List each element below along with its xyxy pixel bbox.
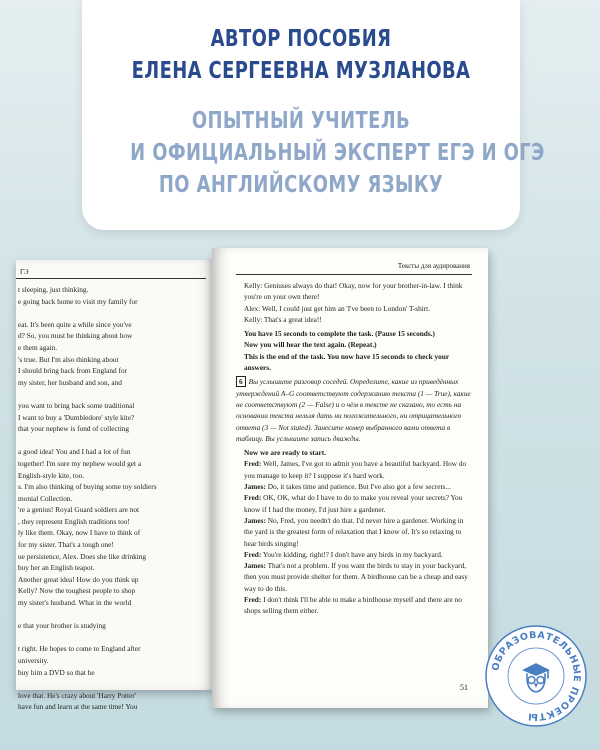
right-page-header: Тексты для аудирования xyxy=(397,262,470,270)
dialogue-line xyxy=(236,492,472,515)
left-page-line: my sister's husband. What in the world xyxy=(18,598,132,608)
left-page-line: ue persistence, Alex. Does she like drinking xyxy=(18,551,147,561)
left-page-line: buy him a DVD so that he xyxy=(18,667,95,677)
left-page-line: 's true. But I'm also thinking about xyxy=(18,354,119,364)
left-page-line: I should bring back from England for xyxy=(18,366,128,376)
left-page-line: t sleeping, just thinking. xyxy=(18,285,89,294)
left-page-line: eat. It's been quite a while since you've xyxy=(18,319,132,329)
author-credential-1: ОПЫТНЫЙ УЧИТЕЛЬ xyxy=(191,108,411,134)
speaker-name: Fred: xyxy=(244,493,262,503)
left-page-text xyxy=(18,284,196,713)
left-page-line xyxy=(18,609,196,621)
left-page-line xyxy=(18,632,196,644)
left-page-line: you want to bring back some traditional xyxy=(18,400,135,410)
instruction-line: You have 15 seconds to complete the task. (Pause 15 seconds.) xyxy=(244,329,435,339)
dialogue-line: Alex: Well, I could just get him an 'I've been to London' T-shirt. xyxy=(244,303,431,313)
left-page-header: ГЭ xyxy=(20,268,29,276)
ready-line: Now we are ready to start. xyxy=(244,448,327,458)
left-page-rule xyxy=(16,278,206,279)
author-label: АВТОР ПОСОБИЯ xyxy=(210,26,392,52)
dialogue-line xyxy=(236,458,472,481)
left-page-line xyxy=(18,388,196,400)
speaker-text: OK, OK, what do I have to do to make you reveal your secrets? You know if I had the money, I'd just hire a gardener. xyxy=(244,493,463,514)
left-page-line: Kelly? Now the toughest people to shop xyxy=(18,586,136,596)
left-page-line: my sister, her husband and son, and xyxy=(18,377,122,387)
speaker-name: James: xyxy=(244,482,266,492)
left-page-line: together! I'm sure my nephew would get a xyxy=(18,458,142,468)
left-page-line: e them again. xyxy=(18,342,58,352)
left-page-line: ly like them. Okay, now I have to think of xyxy=(18,528,141,538)
dialogue-line xyxy=(236,481,472,492)
speaker-name: James: xyxy=(244,515,266,525)
dialogue-line: Kelly: That's a great idea!! xyxy=(244,314,322,324)
dialogue-block xyxy=(236,458,472,616)
task-number: 6 xyxy=(236,376,246,387)
speaker-text: I don't think I'll be able to make a birdhouse myself and there are no shops selling them either. xyxy=(244,595,462,616)
speaker-text: Do, it takes time and patience. But I've also got a few secrets... xyxy=(265,482,451,492)
speaker-text: You're kidding, right!? I don't have any birds in my backyard. xyxy=(261,549,443,559)
left-page-line: English-style kite, too. xyxy=(18,470,85,480)
author-banner xyxy=(82,0,545,230)
left-page-line: a good idea! You and I had a lot of fun xyxy=(18,447,131,457)
left-page-line: that your nephew is fond of collecting xyxy=(18,424,130,434)
left-page-line: I want to buy a 'Dumbledore' style kite? xyxy=(18,412,135,422)
speaker-name: Fred: xyxy=(244,595,262,605)
left-page-line: , they represent English traditions too! xyxy=(18,516,130,526)
dialogue-line xyxy=(236,549,472,560)
left-page-line: d? So, you must be thinking about how xyxy=(18,331,133,341)
author-name: ЕЛЕНА СЕРГЕЕВНА МУЗЛАНОВА xyxy=(131,58,471,84)
seal-text: ОБРАЗОВАТЕЛЬНЫЕ ПРОЕКТЫ xyxy=(490,629,583,723)
task-text: Вы услышите разговор соседей. Определите, какие из приведённых утверждений A–G соответствуют содержанию текста (1 — True), какие не соответствуют (2 — False) и о чём в тексте не сказано, то есть на основании текста нельзя дать ни положительного, ни отрицательного ответа (3 — Not stated). Занесите номер выбранного вами ответа в таблицу. Вы услышите запись дважды. xyxy=(236,377,471,443)
left-page-line: e going back home to visit my family for xyxy=(18,296,138,306)
dialogue-line xyxy=(236,560,472,594)
left-page-line: buy her an English teapot. xyxy=(18,563,95,573)
book-left-page xyxy=(16,260,216,712)
speaker-name: Fred: xyxy=(244,459,262,469)
left-page-line: t right. He hopes to come to England after xyxy=(18,644,141,654)
instruction-line: This is the end of the task. You now have 15 seconds to check your answers. xyxy=(244,351,449,373)
page-number: 51 xyxy=(460,683,468,692)
left-page-line: love that. He's crazy about 'Harry Potter' xyxy=(18,690,137,700)
dialogue-line xyxy=(236,594,472,617)
left-page-line: university. xyxy=(18,656,49,665)
speaker-text: That's not a problem. If you want the birds to stay in your backyard, then you must provide shelter for them. A birdhouse can be a cheap and easy way to do this. xyxy=(244,561,468,593)
right-page-rule xyxy=(236,274,472,275)
speaker-name: James: xyxy=(244,561,266,571)
open-book-photo xyxy=(16,248,488,712)
dialogue-line: Kelly: Geniuses always do that! Okay, now for your brother-in-law. I think you're on your own there! xyxy=(244,281,463,302)
right-page-text xyxy=(236,280,472,617)
instruction-line: Now you will hear the text again. (Repeat.) xyxy=(244,340,377,350)
left-page-line: 're a genius! Royal Guard soldiers are not xyxy=(18,505,140,515)
left-page-line: Another great idea! How do you think up xyxy=(18,574,139,584)
left-page-line: e that your brother is studying xyxy=(18,621,106,631)
left-page-line: have fun and learn at the same time! You xyxy=(18,702,138,712)
speaker-text: Well, James, I've got to admit you have a beautiful backyard. How do you manage to keep it? I suppose it's hard work. xyxy=(244,459,467,480)
publisher-seal xyxy=(484,624,588,728)
speaker-name: Fred: xyxy=(244,549,262,559)
task-instructions xyxy=(236,376,472,444)
left-page-line xyxy=(18,307,196,319)
book-right-page xyxy=(212,248,488,708)
left-page-line xyxy=(18,435,196,447)
left-page-line: s. I'm also thinking of buying some toy soldiers xyxy=(18,482,157,492)
speaker-text: No, Fred, you needn't do that. I'd never hire a gardener. Working in the yard is the greatest form of relaxation that I know of. It's so relaxing to hear birds singing! xyxy=(244,515,464,548)
author-credential-2: И ОФИЦИАЛЬНЫЙ ЭКСПЕРТ ЕГЭ И ОГЭ xyxy=(130,140,545,166)
left-page-line: for my sister. That's a tough one! xyxy=(18,540,114,550)
author-credential-3: ПО АНГЛИЙСКОМУ ЯЗЫКУ xyxy=(158,172,444,198)
left-page-line xyxy=(18,678,196,690)
dialogue-line xyxy=(236,515,472,549)
left-page-line: monial Collection. xyxy=(18,493,73,503)
